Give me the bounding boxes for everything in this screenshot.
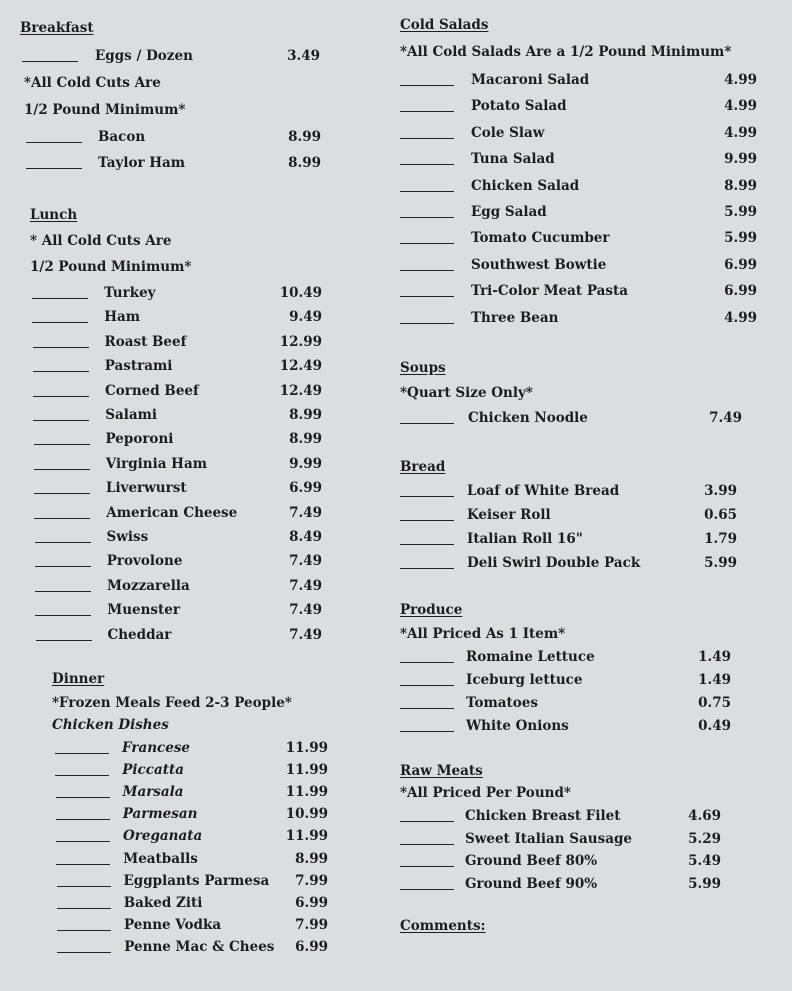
item-name: Southwest Bowtie — [471, 256, 607, 273]
item-price: 6.99 — [724, 283, 757, 300]
quantity-blank[interactable] — [35, 566, 91, 567]
section-heading-bread: Bread — [400, 459, 446, 475]
item-price: 6.99 — [295, 938, 328, 955]
item-name: Corned Beef — [105, 382, 199, 399]
item-name: Baked Ziti — [123, 894, 203, 911]
item-name: Chicken Salad — [471, 177, 580, 194]
item-price: 11.99 — [285, 784, 328, 801]
section-note: 1/2 Pound Minimum* — [24, 102, 186, 118]
item-price: 4.99 — [724, 309, 757, 326]
item-name: Loaf of White Bread — [467, 483, 620, 499]
item-price: 12.99 — [279, 333, 322, 350]
item-price: 9.49 — [289, 309, 322, 326]
quantity-blank[interactable] — [400, 164, 454, 165]
quantity-blank[interactable] — [400, 217, 454, 218]
quantity-blank[interactable] — [22, 61, 78, 62]
item-name: Tuna Salad — [471, 151, 555, 168]
item-price: 1.49 — [698, 672, 731, 688]
item-price: 0.49 — [698, 718, 731, 734]
item-price: 3.49 — [287, 48, 320, 64]
quantity-blank[interactable] — [400, 685, 454, 686]
item-price: 7.49 — [289, 602, 322, 619]
item-name: Ham — [104, 309, 141, 326]
section-note: *Quart Size Only* — [400, 385, 533, 401]
quantity-blank[interactable] — [400, 731, 454, 732]
quantity-blank[interactable] — [400, 544, 454, 545]
item-price: 3.99 — [704, 483, 737, 499]
quantity-blank[interactable] — [33, 396, 89, 397]
item-name: Penne Vodka — [124, 916, 222, 933]
item-price: 12.49 — [279, 382, 322, 399]
item-name: Francese — [122, 740, 191, 756]
section-note: *All Cold Salads Are a 1/2 Pound Minimum* — [400, 44, 732, 60]
quantity-blank[interactable] — [400, 496, 454, 497]
quantity-blank[interactable] — [34, 469, 90, 470]
item-price: 4.69 — [688, 808, 721, 824]
item-name: Romaine Lettuce — [466, 649, 595, 665]
section-note: 1/2 Pound Minimum* — [30, 259, 192, 275]
quantity-blank[interactable] — [35, 542, 91, 543]
item-price: 8.99 — [289, 431, 322, 448]
item-price: 4.99 — [724, 72, 757, 88]
quantity-blank[interactable] — [56, 841, 110, 842]
item-price: 8.99 — [295, 850, 328, 867]
item-price: 7.49 — [289, 553, 322, 570]
quantity-blank[interactable] — [34, 518, 90, 519]
item-name: American Cheese — [106, 504, 238, 521]
quantity-blank[interactable] — [400, 296, 454, 297]
quantity-blank[interactable] — [57, 952, 111, 953]
item-name: Muenster — [107, 602, 180, 619]
quantity-blank[interactable] — [400, 323, 454, 324]
quantity-blank[interactable] — [400, 662, 454, 663]
quantity-blank[interactable] — [400, 111, 454, 112]
item-name: Virginia Ham — [105, 455, 207, 472]
item-price: 5.49 — [688, 853, 721, 870]
section-note: *Frozen Meals Feed 2-3 People* — [52, 695, 292, 711]
quantity-blank[interactable] — [33, 420, 89, 421]
section-heading-dinner: Dinner — [52, 671, 105, 687]
quantity-blank[interactable] — [26, 168, 82, 169]
section-heading-produce: Produce — [400, 602, 463, 618]
item-price: 11.99 — [285, 740, 328, 756]
quantity-blank[interactable] — [57, 930, 111, 931]
section-heading-raw-meats: Raw Meats — [400, 763, 483, 779]
section-note: *All Priced As 1 Item* — [400, 626, 566, 642]
item-name: Cole Slaw — [471, 124, 545, 141]
item-name: Ground Beef 90% — [465, 876, 598, 893]
item-price: 8.49 — [289, 529, 322, 545]
section-heading-cold-salads: Cold Salads — [400, 17, 489, 33]
item-price: 5.99 — [688, 876, 721, 893]
quantity-blank[interactable] — [33, 371, 89, 372]
quantity-blank[interactable] — [56, 819, 110, 820]
item-price: 8.99 — [724, 177, 757, 194]
item-price: 10.49 — [279, 285, 322, 301]
section-note: * All Cold Cuts Are — [30, 233, 172, 249]
item-name: Egg Salad — [471, 204, 547, 220]
item-name: White Onions — [466, 718, 569, 734]
item-price: 7.99 — [295, 916, 328, 933]
item-price: 0.65 — [704, 507, 737, 523]
item-price: 5.29 — [688, 830, 721, 847]
item-price: 6.99 — [295, 894, 328, 911]
quantity-blank[interactable] — [55, 753, 109, 754]
quantity-blank[interactable] — [55, 775, 109, 776]
item-name: Eggplants Parmesa — [123, 872, 270, 889]
quantity-blank[interactable] — [56, 864, 110, 865]
item-price: 1.79 — [704, 531, 737, 547]
quantity-blank[interactable] — [400, 270, 454, 271]
item-name: Bacon — [98, 129, 146, 145]
item-name: Provolone — [106, 553, 183, 570]
quantity-blank[interactable] — [400, 85, 454, 86]
quantity-blank[interactable] — [400, 866, 454, 867]
item-name: Marsala — [122, 784, 184, 801]
item-name: Three Bean — [471, 309, 559, 326]
quantity-blank[interactable] — [26, 142, 82, 143]
item-price: 11.99 — [285, 828, 328, 845]
item-price: 6.99 — [724, 256, 757, 273]
item-name: Penne Mac & Chees — [124, 938, 275, 955]
item-name: Potato Salad — [471, 98, 567, 115]
item-name: Pastrami — [104, 358, 173, 375]
section-heading-comments: Comments: — [400, 918, 486, 934]
item-name: Oreganata — [123, 828, 203, 845]
item-price: 1.49 — [698, 649, 731, 665]
section-heading-breakfast: Breakfast — [20, 20, 94, 36]
item-price: 5.99 — [704, 555, 737, 571]
item-price: 7.99 — [295, 872, 328, 889]
item-price: 6.99 — [289, 480, 322, 497]
item-name: Parmesan — [122, 806, 198, 823]
item-name: Tomato Cucumber — [471, 230, 610, 247]
item-price: 7.49 — [709, 410, 742, 426]
quantity-blank[interactable] — [34, 493, 90, 494]
item-name: Liverwurst — [106, 480, 187, 497]
quantity-blank[interactable] — [400, 423, 454, 424]
item-price: 7.49 — [289, 504, 322, 521]
quantity-blank[interactable] — [400, 844, 454, 845]
section-note: *All Cold Cuts Are — [24, 75, 161, 91]
item-name: Mozzarella — [107, 577, 190, 594]
quantity-blank[interactable] — [32, 322, 88, 323]
item-name: Meatballs — [123, 850, 198, 867]
item-price: 4.99 — [724, 124, 757, 141]
quantity-blank[interactable] — [400, 243, 454, 244]
item-price: 12.49 — [279, 358, 322, 375]
item-price: 8.99 — [288, 129, 321, 145]
item-price: 10.99 — [285, 806, 328, 823]
item-price: 4.99 — [724, 98, 757, 115]
item-price: 11.99 — [285, 762, 328, 779]
item-name: Sweet Italian Sausage — [465, 830, 632, 847]
item-name: Ground Beef 80% — [465, 853, 598, 870]
item-price: 8.99 — [289, 407, 322, 423]
item-name: Italian Roll 16" — [467, 531, 583, 547]
quantity-blank[interactable] — [34, 444, 90, 445]
quantity-blank[interactable] — [56, 797, 110, 798]
item-price: 7.49 — [289, 626, 322, 643]
item-name: Iceburg lettuce — [466, 672, 583, 688]
item-name: Roast Beef — [104, 333, 187, 350]
item-name: Tomatoes — [466, 695, 538, 711]
item-name: Tri-Color Meat Pasta — [471, 283, 628, 300]
item-name: Keiser Roll — [467, 507, 551, 523]
item-name: Chicken Noodle — [468, 410, 588, 426]
item-price: 9.99 — [724, 151, 757, 168]
item-name: Cheddar — [107, 626, 172, 643]
item-price: 5.99 — [724, 230, 757, 247]
quantity-blank[interactable] — [400, 138, 454, 139]
quantity-blank[interactable] — [400, 191, 454, 192]
quantity-blank[interactable] — [35, 615, 91, 616]
item-name: Macaroni Salad — [471, 72, 590, 88]
item-price: 5.99 — [724, 204, 757, 220]
item-name: Salami — [105, 407, 158, 423]
item-price: 0.75 — [698, 695, 731, 711]
item-price: 7.49 — [289, 577, 322, 594]
item-name: Deli Swirl Double Pack — [467, 555, 641, 571]
quantity-blank[interactable] — [400, 520, 454, 521]
quantity-blank[interactable] — [400, 821, 454, 822]
section-note: Chicken Dishes — [52, 717, 169, 733]
item-price: 8.99 — [288, 155, 321, 171]
section-note: *All Priced Per Pound* — [400, 785, 571, 801]
quantity-blank[interactable] — [400, 568, 454, 569]
quantity-blank[interactable] — [57, 886, 111, 887]
quantity-blank[interactable] — [57, 908, 111, 909]
item-name: Taylor Ham — [98, 155, 186, 171]
quantity-blank[interactable] — [33, 347, 89, 348]
quantity-blank[interactable] — [400, 708, 454, 709]
quantity-blank[interactable] — [35, 591, 91, 592]
section-heading-lunch: Lunch — [30, 207, 78, 223]
item-name: Peporoni — [105, 431, 174, 448]
item-name: Piccatta — [122, 762, 184, 779]
item-name: Swiss — [106, 529, 149, 545]
quantity-blank[interactable] — [36, 640, 92, 641]
section-heading-soups: Soups — [400, 360, 446, 376]
item-name: Chicken Breast Filet — [465, 808, 621, 824]
quantity-blank[interactable] — [32, 298, 88, 299]
item-name: Turkey — [104, 285, 156, 301]
quantity-blank[interactable] — [400, 889, 454, 890]
item-price: 9.99 — [289, 455, 322, 472]
item-name: Eggs / Dozen — [95, 48, 193, 64]
